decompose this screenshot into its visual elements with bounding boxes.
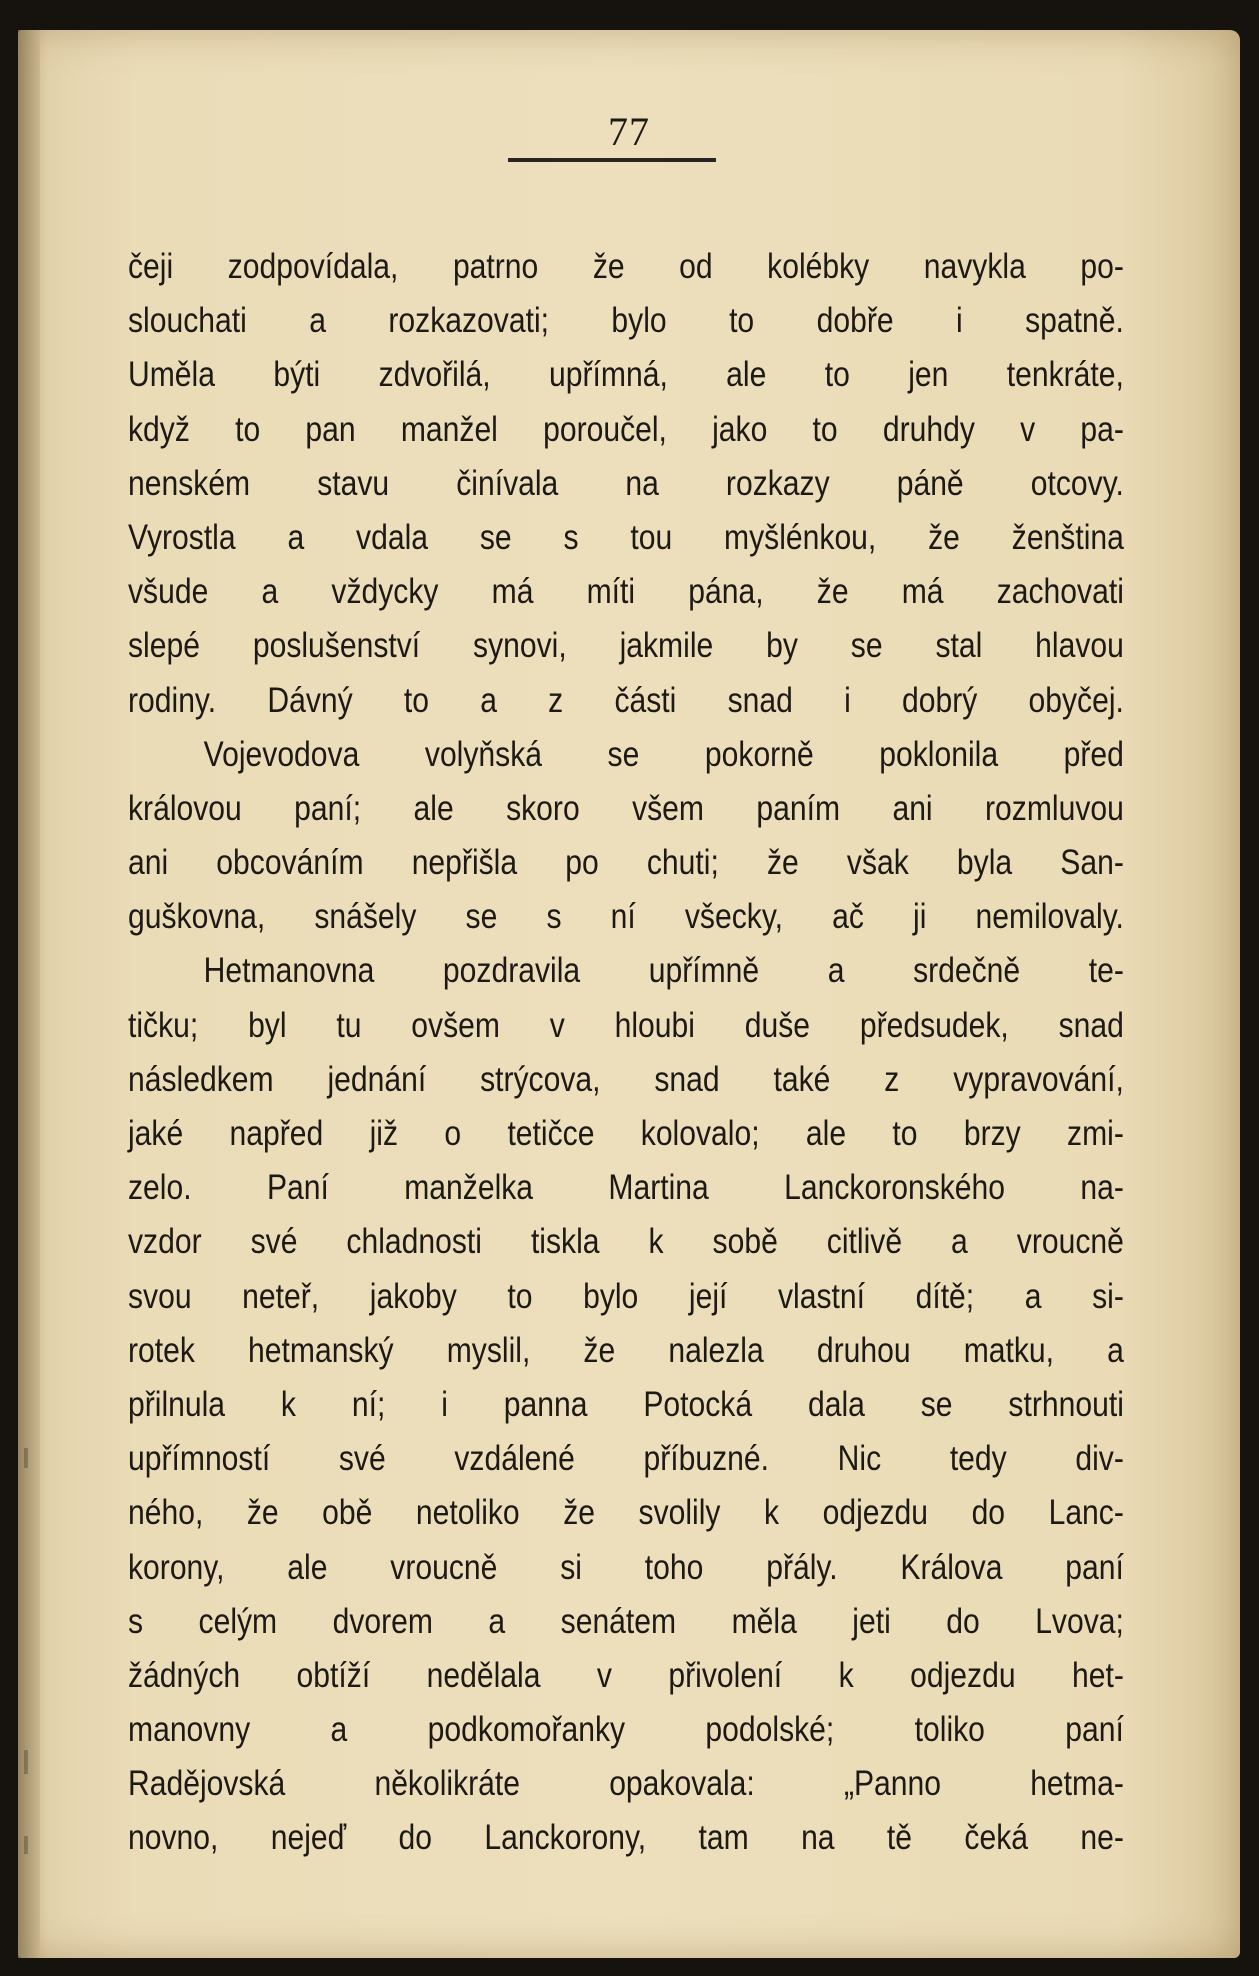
text-line: přilnula k ní; i panna Potocká dala se strhnouti: [128, 1384, 1124, 1424]
paper-page: [18, 30, 1240, 1958]
text-line: ného, že obě netoliko že svolily k odjezdu do Lanc-: [128, 1493, 1124, 1533]
text-line: Radějovská několikráte opakovala: „Panno hetma-: [128, 1764, 1124, 1804]
text-line-paragraph-start: Hetmanovna pozdravila upřímně a srdečně te-: [203, 951, 1124, 991]
text-line: královou paní; ale skoro všem paním ani rozmluvou: [128, 788, 1124, 828]
text-line: vzdor své chladnosti tiskla k sobě citlivě a vroucně: [128, 1222, 1124, 1262]
page-number: 77: [608, 109, 650, 154]
text-line: novno, nejeď do Lanckorony, tam na tě čeká ne-: [128, 1818, 1124, 1858]
text-line: žádných obtíží nedělala v přivolení k odjezdu het-: [128, 1655, 1124, 1695]
text-line: s celým dvorem a senátem měla jeti do Lvova;: [128, 1601, 1124, 1641]
text-line: zelo. Paní manželka Martina Lanckoronského na-: [128, 1168, 1124, 1208]
text-line: všude a vždycky má míti pána, že má zachovati: [128, 572, 1124, 612]
text-line: manovny a podkomořanky podolské; toliko paní: [128, 1710, 1124, 1750]
text-line: slepé poslušenství synovi, jakmile by se stal hlavou: [128, 626, 1124, 666]
text-line: následkem jednání strýcova, snad také z vypravování,: [128, 1059, 1124, 1099]
text-line: Uměla býti zdvořilá, upřímná, ale to jen tenkráte,: [128, 355, 1124, 395]
text-line: Vyrostla a vdala se s tou myšlénkou, že ženština: [128, 517, 1124, 557]
text-line: slouchati a rozkazovati; bylo to dobře i spatně.: [128, 301, 1124, 341]
text-line: rotek hetmanský myslil, že nalezla druhou matku, a: [128, 1330, 1124, 1370]
text-line: čeji zodpovídala, patrno že od kolébky navykla po-: [128, 247, 1124, 286]
text-line: nenském stavu činívala na rozkazy páně otcovy.: [128, 463, 1124, 503]
text-line: guškovna, snášely se s ní všecky, ač ji nemilovaly.: [128, 897, 1124, 937]
page-number-rule: [508, 158, 716, 162]
text-line: ani obcováním nepřišla po chuti; že však byla San-: [128, 843, 1124, 883]
text-line: jaké napřed již o tetičce kolovalo; ale to brzy zmi-: [128, 1114, 1124, 1153]
page-binding-edge: [18, 30, 40, 1958]
text-line: svou neteř, jakoby to bylo její vlastní dítě; a si-: [128, 1276, 1124, 1316]
body-text: [128, 240, 1124, 1866]
text-line: když to pan manžel poroučel, jako to druhdy v pa-: [128, 409, 1124, 449]
text-line: rodiny. Dávný to a z části snad i dobrý obyčej.: [128, 680, 1124, 720]
text-line: korony, ale vroucně si toho přály. Králova paní: [128, 1547, 1124, 1587]
text-line: upřímností své vzdálené příbuzné. Nic tedy div-: [128, 1439, 1124, 1479]
text-line: tičku; byl tu ovšem v hloubi duše předsudek, snad: [128, 1005, 1124, 1045]
text-line-paragraph-start: Vojevodova volyňská se pokorně poklonila před: [203, 734, 1124, 774]
